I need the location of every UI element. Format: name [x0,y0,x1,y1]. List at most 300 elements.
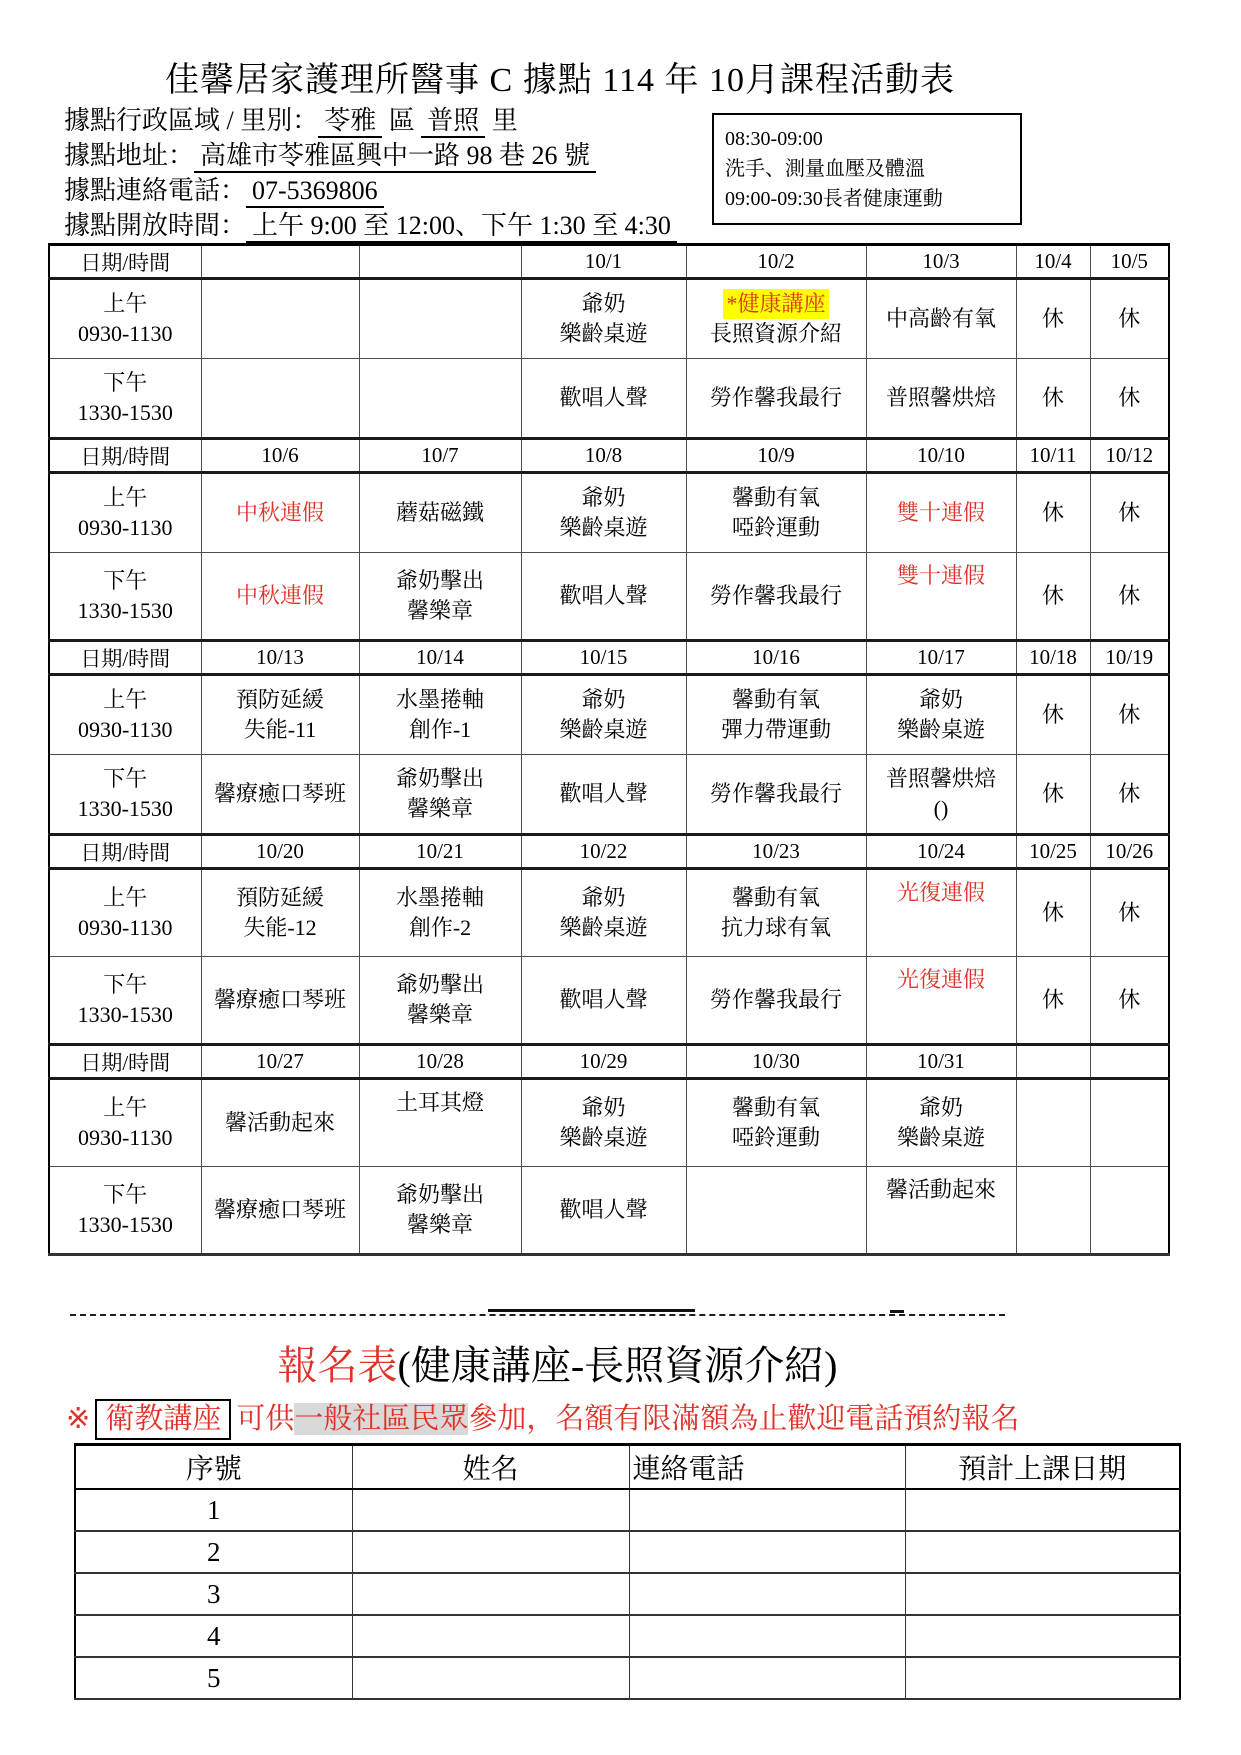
activity-line: 休 [1041,583,1064,608]
activity-line: 歡唱人聲 [559,385,648,410]
activity-cell [1090,675,1169,755]
activity-line: 中高齡有氧 [885,306,996,331]
date-cell: 10/12 [1090,439,1169,473]
registration-row [75,1489,1180,1531]
activity-cell [359,755,521,835]
activity-cell [521,869,686,957]
activity-line: 休 [1041,781,1064,806]
date-cell: 10/15 [521,641,686,675]
activity-line: 樂齡桌遊 [896,717,985,742]
activity-cell [1090,755,1169,835]
activity-line: 歡唱人聲 [559,987,648,1012]
activity-line: 水墨捲軸 [395,687,484,712]
activity-line: 馨樂章 [406,796,473,821]
activity-line: 休 [1118,583,1141,608]
activity-cell [521,675,686,755]
activity-line: 樂齡桌遊 [559,1125,648,1150]
activity-line: 休 [1118,900,1141,925]
activity-cell [521,473,686,553]
time-label-line: 下午 [103,568,148,593]
activity-line: 休 [1118,702,1141,727]
activity-cell [1016,869,1090,957]
activity-cell [1090,1079,1169,1167]
date-cell [1016,1045,1090,1079]
time-label-line: 0930-1130 [77,717,173,742]
time-label-line: 上午 [103,885,148,910]
date-time-corner-cell: 日期/時間 [49,439,201,473]
date-cell: 10/17 [866,641,1016,675]
activity-cell [359,957,521,1045]
date-time-corner-cell: 日期/時間 [49,1045,201,1079]
afternoon-time-label [49,755,201,835]
header-field-label: 據點地址： [64,141,195,170]
time-label-line: 上午 [103,291,148,316]
activity-line: 馨療癒口琴班 [213,987,346,1012]
activity-line: 爺奶 [918,1095,963,1120]
activity-line: 勞作馨我最行 [709,781,842,806]
date-cell: 10/4 [1016,245,1090,279]
time-label-line: 1330-1530 [77,400,173,425]
activity-line: 歡唱人聲 [559,583,648,608]
registration-row [75,1531,1180,1573]
activity-line: 創作-1 [408,717,472,742]
date-cell: 10/29 [521,1045,686,1079]
activity-cell [201,279,359,359]
empty-cell [352,1657,629,1699]
activity-line: 預防延緩 [235,885,324,910]
empty-cell [629,1531,905,1573]
activity-cell [1090,957,1169,1045]
empty-cell [905,1615,1180,1657]
date-cell: 10/23 [686,835,866,869]
date-cell: 10/3 [866,245,1016,279]
empty-cell [905,1531,1180,1573]
activity-cell [686,1167,866,1255]
header-field-label: 據點行政區域 / 里別： [64,106,319,135]
registration-notice [66,1399,1019,1439]
activity-line: 失能-11 [243,717,317,742]
activity-cell [521,279,686,359]
routine-line: 洗手、測量血壓及體溫 [725,158,925,180]
activity-cell [521,957,686,1045]
empty-cell [905,1573,1180,1615]
date-cell: 10/21 [359,835,521,869]
activity-line: 爺奶擊出 [395,1182,484,1207]
date-cell: 10/5 [1090,245,1169,279]
activity-line: 中秋連假 [235,500,324,525]
activity-line: 爺奶擊出 [395,972,484,997]
activity-line: 休 [1118,500,1141,525]
activity-line: 休 [1118,306,1141,331]
activity-cell [1090,553,1169,641]
activity-line: 雙十連假 [896,563,985,588]
activity-cell [521,553,686,641]
morning-time-label [49,279,201,359]
morning-row [49,675,1169,755]
header-field-label: 據點連絡電話： [64,176,247,205]
empty-cell [352,1573,629,1615]
date-header-row [49,641,1169,675]
date-cell: 10/10 [866,439,1016,473]
activity-line: 啞鈴運動 [731,1125,820,1150]
date-time-corner-cell: 日期/時間 [49,641,201,675]
morning-time-label [49,869,201,957]
activity-cell [866,957,1016,1045]
activity-line: 休 [1041,900,1064,925]
activity-line: 馨樂章 [406,598,473,623]
activity-cell [686,473,866,553]
activity-line: 水墨捲軸 [395,885,484,910]
morning-row [49,1079,1169,1167]
afternoon-row [49,957,1169,1045]
activity-cell [866,1167,1016,1255]
date-cell: 10/1 [521,245,686,279]
date-cell: 10/25 [1016,835,1090,869]
activity-cell [866,755,1016,835]
date-cell: 10/28 [359,1045,521,1079]
time-label-line: 0930-1130 [77,321,173,346]
row-number-cell: 3 [75,1573,352,1615]
date-time-corner-cell: 日期/時間 [49,245,201,279]
empty-cell [629,1573,905,1615]
header-field-value: 高雄市苓雅區興中一路 98 巷 26 號 [194,141,596,173]
activity-cell [359,675,521,755]
activity-line: 爺奶擊出 [395,568,484,593]
activity-line: 長照資源介紹 [709,321,842,346]
activity-cell [866,869,1016,957]
activity-cell [686,1079,866,1167]
activity-line: 蘑菇磁鐵 [395,500,484,525]
routine-line: 09:00-09:30長者健康運動 [725,188,943,210]
activity-cell [521,359,686,439]
activity-line: 普照馨烘焙 [885,385,996,410]
date-time-corner-cell: 日期/時間 [49,835,201,869]
cut-line-solid-segment [488,1309,695,1312]
activity-line: 馨樂章 [406,1212,473,1237]
date-cell: 10/8 [521,439,686,473]
registration-header-cell: 預計上課日期 [905,1445,1180,1490]
registration-header-row [75,1445,1180,1490]
activity-line: 馨活動起來 [224,1110,335,1135]
date-cell: 10/7 [359,439,521,473]
activity-line: 馨動有氧 [731,687,820,712]
activity-cell [201,1079,359,1167]
header-field-value: 區 [382,106,422,135]
morning-routine-box [712,113,1022,225]
activity-line: 爺奶 [581,885,626,910]
activity-cell [201,1167,359,1255]
activity-cell [1016,957,1090,1045]
cut-line-dash [890,1310,904,1313]
empty-cell [352,1531,629,1573]
header-field-value: 普照 [421,106,485,138]
date-header-row [49,439,1169,473]
date-cell: 10/14 [359,641,521,675]
activity-cell [201,359,359,439]
activity-cell [359,473,521,553]
activity-line: 馨療癒口琴班 [213,781,346,806]
time-label-line: 上午 [103,687,148,712]
date-cell: 10/26 [1090,835,1169,869]
activity-line: 爺奶擊出 [395,766,484,791]
activity-line: 休 [1118,987,1141,1012]
activity-line: 勞作馨我最行 [709,385,842,410]
activity-cell [866,1079,1016,1167]
row-number-cell: 2 [75,1531,352,1573]
time-label-line: 下午 [103,766,148,791]
notice-segment: 衛教講座 [95,1399,231,1440]
header-field [64,174,677,209]
activity-cell [201,553,359,641]
activity-line: 休 [1041,306,1064,331]
activity-cell [359,869,521,957]
date-cell: 10/22 [521,835,686,869]
activity-cell [359,359,521,439]
activity-cell [1090,279,1169,359]
activity-cell [1016,279,1090,359]
date-cell: 10/16 [686,641,866,675]
header-field [64,104,677,139]
activity-line: 勞作馨我最行 [709,583,842,608]
notice-segment: 可供 [236,1403,295,1435]
morning-time-label [49,1079,201,1167]
afternoon-time-label [49,553,201,641]
activity-cell [686,675,866,755]
activity-line: 休 [1041,702,1064,727]
notice-segment: ※ [66,1403,91,1435]
afternoon-row [49,1167,1169,1255]
time-label-line: 1330-1530 [77,598,173,623]
activity-cell [866,359,1016,439]
afternoon-row [49,553,1169,641]
activity-cell [521,1167,686,1255]
activity-line: 勞作馨我最行 [709,987,842,1012]
row-number-cell: 1 [75,1489,352,1531]
activity-cell [1090,473,1169,553]
time-label-line: 0930-1130 [77,1125,173,1150]
routine-line: 08:30-09:00 [725,128,823,150]
activity-line: 失能-12 [243,915,317,940]
row-number-cell: 5 [75,1657,352,1699]
activity-line: 樂齡桌遊 [559,915,648,940]
date-cell: 10/2 [686,245,866,279]
activity-line: 歡唱人聲 [559,1197,648,1222]
registration-title-main: 報名表 [277,1343,398,1388]
activity-line: 普照馨烘焙 [885,766,996,791]
activity-cell [1090,359,1169,439]
registration-table [74,1443,1181,1700]
date-header-row [49,1045,1169,1079]
registration-header-cell: 姓名 [352,1445,629,1490]
time-label-line: 下午 [103,1182,148,1207]
date-cell: 10/31 [866,1045,1016,1079]
activity-line: 光復連假 [896,967,985,992]
activity-cell [359,1079,521,1167]
activity-line: 樂齡桌遊 [559,515,648,540]
empty-cell [629,1657,905,1699]
activity-line: 馨動有氧 [731,1095,820,1120]
activity-line: 創作-2 [408,915,472,940]
activity-line: 樂齡桌遊 [559,321,648,346]
activity-line: 土耳其燈 [395,1090,484,1115]
activity-line: 馨動有氧 [731,485,820,510]
empty-cell [629,1615,905,1657]
time-label-line: 下午 [103,972,148,997]
activity-cell [686,869,866,957]
activity-line: *健康講座 [723,289,828,319]
header-field [64,139,677,174]
afternoon-row [49,755,1169,835]
empty-cell [352,1615,629,1657]
date-header-row [49,835,1169,869]
time-label-line: 0930-1130 [77,915,173,940]
activity-line: 休 [1041,987,1064,1012]
activity-line: 爺奶 [918,687,963,712]
time-label-line: 上午 [103,485,148,510]
activity-line: 雙十連假 [896,500,985,525]
registration-row [75,1573,1180,1615]
activity-cell [359,553,521,641]
morning-row [49,473,1169,553]
activity-cell [1016,473,1090,553]
activity-cell [359,279,521,359]
activity-line: 休 [1118,385,1141,410]
date-cell [359,245,521,279]
registration-header-cell: 序號 [75,1445,352,1490]
page-title: 佳馨居家護理所醫事 C 據點 114 年 10月課程活動表 [165,62,955,99]
afternoon-row [49,359,1169,439]
morning-time-label [49,473,201,553]
schedule-table [48,243,1170,1256]
activity-cell [686,279,866,359]
activity-cell [359,1167,521,1255]
registration-row [75,1615,1180,1657]
activity-cell [1090,1167,1169,1255]
time-label-line: 1330-1530 [77,796,173,821]
date-cell: 10/11 [1016,439,1090,473]
date-cell: 10/30 [686,1045,866,1079]
row-number-cell: 4 [75,1615,352,1657]
activity-cell [201,755,359,835]
activity-line: 休 [1041,500,1064,525]
date-cell [1090,1045,1169,1079]
activity-line: 馨療癒口琴班 [213,1197,346,1222]
header-info [64,104,677,244]
date-header-row [49,245,1169,279]
time-label-line: 1330-1530 [77,1002,173,1027]
time-label-line: 下午 [103,370,148,395]
afternoon-time-label [49,1167,201,1255]
activity-cell [686,553,866,641]
header-field-label: 據點開放時間： [64,211,247,240]
activity-cell [201,675,359,755]
empty-cell [352,1489,629,1531]
empty-cell [905,1657,1180,1699]
morning-time-label [49,675,201,755]
notice-segment: 參加，名額有限滿額為止歡迎電話預約報名 [468,1403,1020,1435]
activity-line: 彈力帶運動 [720,717,831,742]
registration-row [75,1657,1180,1699]
date-cell: 10/13 [201,641,359,675]
afternoon-time-label [49,957,201,1045]
registration-title-sub: (健康講座-長照資源介紹) [397,1343,838,1388]
activity-line: () [933,796,949,821]
time-label-line: 上午 [103,1095,148,1120]
activity-cell [1090,869,1169,957]
activity-cell [521,1079,686,1167]
date-cell: 10/19 [1090,641,1169,675]
header-field [64,209,677,244]
activity-line: 爺奶 [581,687,626,712]
activity-line: 馨動有氧 [731,885,820,910]
activity-cell [1016,1079,1090,1167]
header-field-value: 苓雅 [318,106,382,138]
notice-segment: 一般社區民眾 [294,1403,469,1435]
activity-line: 爺奶 [581,291,626,316]
activity-line: 歡唱人聲 [559,781,648,806]
empty-cell [905,1489,1180,1531]
afternoon-time-label [49,359,201,439]
date-cell: 10/24 [866,835,1016,869]
activity-cell [1016,359,1090,439]
registration-title [0,1334,1115,1391]
cut-line [70,1314,1005,1316]
header-field-value: 07-5369806 [246,176,384,208]
activity-cell [1016,675,1090,755]
activity-cell [866,473,1016,553]
activity-line: 樂齡桌遊 [559,717,648,742]
activity-cell [866,279,1016,359]
date-cell: 10/18 [1016,641,1090,675]
date-cell: 10/27 [201,1045,359,1079]
activity-line: 啞鈴運動 [731,515,820,540]
activity-cell [201,473,359,553]
date-cell: 10/6 [201,439,359,473]
registration-header-cell: 連絡電話 [629,1445,905,1490]
empty-cell [629,1489,905,1531]
activity-cell [1016,755,1090,835]
date-cell: 10/9 [686,439,866,473]
activity-cell [866,553,1016,641]
morning-row [49,279,1169,359]
activity-line: 馨樂章 [406,1002,473,1027]
activity-cell [686,957,866,1045]
activity-line: 光復連假 [896,880,985,905]
activity-line: 預防延緩 [235,687,324,712]
activity-cell [866,675,1016,755]
activity-line: 馨活動起來 [885,1177,996,1202]
time-label-line: 1330-1530 [77,1212,173,1237]
activity-line: 休 [1041,385,1064,410]
activity-cell [1016,1167,1090,1255]
activity-cell [521,755,686,835]
header-field-value: 上午 9:00 至 12:00、下午 1:30 至 4:30 [246,211,677,243]
time-label-line: 0930-1130 [77,515,173,540]
activity-cell [201,957,359,1045]
activity-line: 爺奶 [581,485,626,510]
activity-line: 休 [1118,781,1141,806]
activity-cell [686,755,866,835]
activity-line: 中秋連假 [235,583,324,608]
header-field-value: 里 [485,106,518,135]
activity-line: 爺奶 [581,1095,626,1120]
activity-cell [201,869,359,957]
morning-row [49,869,1169,957]
activity-cell [1016,553,1090,641]
activity-cell [686,359,866,439]
activity-line: 樂齡桌遊 [896,1125,985,1150]
activity-line: 抗力球有氧 [720,915,831,940]
